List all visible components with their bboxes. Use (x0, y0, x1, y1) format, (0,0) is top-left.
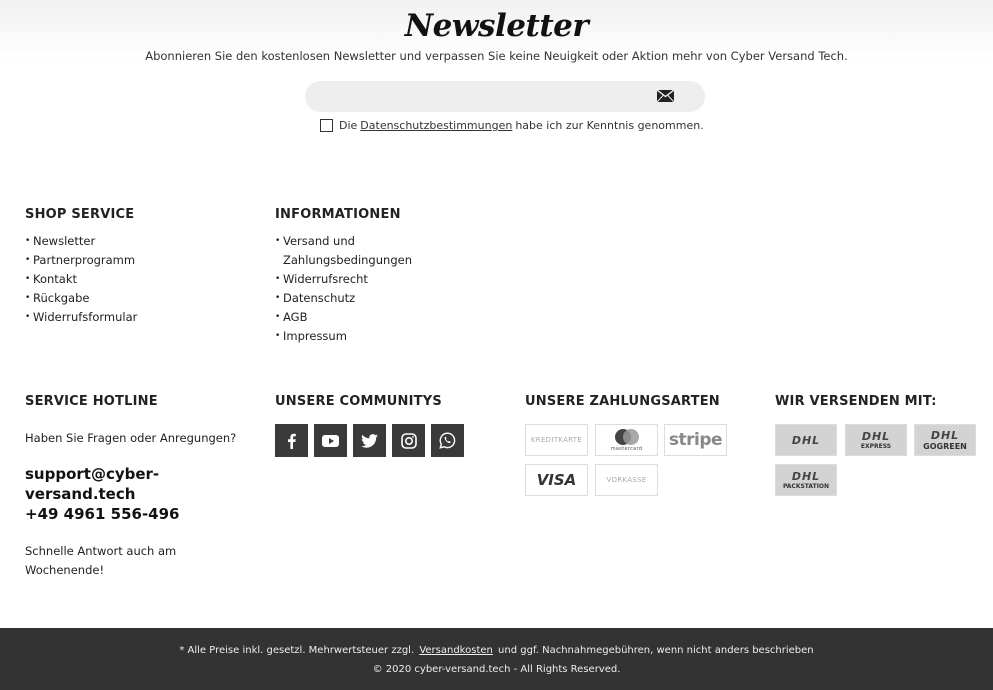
payment-kreditkarte (525, 424, 588, 456)
payment-stripe (664, 424, 727, 456)
dhl-packstation-logo-text: DHL (791, 470, 821, 483)
footer-note-before: * Alle Preise inkl. gesetzl. Mehrwertsteuer zzgl. (179, 645, 415, 656)
payment-stripe-label: stripe (668, 430, 723, 450)
facebook-icon (284, 433, 300, 449)
shop-service-list (25, 232, 245, 327)
shipping-dhl (775, 424, 837, 456)
payment-vorkasse-label: VORKASSE (606, 476, 647, 484)
footer-bar (0, 628, 993, 690)
instagram-icon (401, 433, 417, 449)
newsletter-email-input[interactable] (321, 87, 641, 107)
dhl-gogreen-logo-text: DHL (930, 429, 960, 442)
consent-text-after: habe ich zur Kenntnis genommen. (515, 119, 704, 132)
payment-kreditkarte-label: KREDITKARTE (530, 436, 583, 444)
whatsapp-icon (439, 432, 456, 449)
youtube-icon (322, 435, 339, 447)
whatsapp-link[interactable] (431, 424, 464, 457)
payment-mastercard-label: mastercard (610, 446, 643, 452)
payment-visa-label: VISA (536, 471, 577, 489)
shipping-costs-link[interactable]: Versandkosten (419, 645, 493, 656)
mastercard-logo-icon (612, 428, 642, 446)
shop-service-link-widerrufsformular[interactable]: • Widerrufsformular (25, 308, 245, 327)
footer-note-after: und ggf. Nachnahmegebühren, wenn nicht anders beschrieben (498, 645, 814, 656)
envelope-icon (657, 90, 674, 102)
shop-service-link-partnerprogramm[interactable]: • Partnerprogramm (25, 251, 245, 270)
dhl-express-label: EXPRESS (860, 443, 892, 450)
privacy-consent-checkbox[interactable] (320, 119, 333, 132)
payment-visa (525, 464, 588, 496)
info-link-datenschutz[interactable]: • Datenschutz (275, 289, 425, 308)
shop-service-link-kontakt[interactable]: • Kontakt (25, 270, 245, 289)
info-link-versand[interactable]: • Versand und Zahlungsbedingungen (275, 232, 425, 270)
privacy-policy-link[interactable]: Datenschutzbestimmungen (360, 119, 513, 132)
hotline-note: Schnelle Antwort auch am Wochenende! (25, 544, 177, 577)
privacy-consent (320, 119, 704, 132)
consent-text-before: Die (339, 119, 358, 132)
newsletter-subtitle: Abonnieren Sie den kostenlosen Newsletter und verpassen Sie keine Neuigkeit oder Aktion mehr von Cyber Versand Tech. (145, 49, 848, 63)
twitter-icon (361, 434, 378, 448)
info-link-widerrufsrecht[interactable]: • Widerrufsrecht (275, 270, 425, 289)
youtube-link[interactable] (314, 424, 347, 457)
shipping-dhl-express (845, 424, 907, 456)
social-links (275, 424, 464, 457)
informationen-list (275, 232, 425, 346)
footer-copyright: © 2020 cyber-versand.tech - All Rights Reserved. (372, 664, 621, 675)
hotline-email-link[interactable]: support@cyber-versand.tech (25, 465, 160, 503)
shipping-title: WIR VERSENDEN MIT: (775, 394, 937, 409)
dhl-gogreen-label: GOGREEN (923, 442, 967, 451)
informationen-title: INFORMATIONEN (275, 207, 401, 222)
info-link-agb[interactable]: • AGB (275, 308, 425, 327)
twitter-link[interactable] (353, 424, 386, 457)
footer-price-note (0, 645, 993, 656)
newsletter-form (305, 81, 705, 112)
dhl-packstation-label: PACKSTATION (782, 483, 830, 490)
payment-mastercard (595, 424, 658, 456)
shop-service-title: SHOP SERVICE (25, 207, 135, 222)
hotline-title: SERVICE HOTLINE (25, 394, 158, 409)
facebook-link[interactable] (275, 424, 308, 457)
newsletter-title: Newsletter (404, 8, 589, 44)
payment-vorkasse (595, 464, 658, 496)
dhl-express-logo-text: DHL (861, 430, 891, 443)
dhl-logo-text: DHL (791, 433, 821, 447)
instagram-link[interactable] (392, 424, 425, 457)
hotline-phone-link[interactable]: +49 4961 556-496 (25, 505, 180, 523)
shipping-dhl-packstation (775, 464, 837, 496)
hotline-question: Haben Sie Fragen oder Anregungen? (25, 431, 237, 445)
shipping-dhl-gogreen (914, 424, 976, 456)
shop-service-link-newsletter[interactable]: • Newsletter (25, 232, 245, 251)
payments-title: UNSERE ZAHLUNGSARTEN (525, 394, 720, 409)
communities-title: UNSERE COMMUNITYS (275, 394, 442, 409)
shop-service-link-rueckgabe[interactable]: • Rückgabe (25, 289, 245, 308)
info-link-impressum[interactable]: • Impressum (275, 327, 425, 346)
newsletter-submit-button[interactable] (650, 87, 680, 107)
